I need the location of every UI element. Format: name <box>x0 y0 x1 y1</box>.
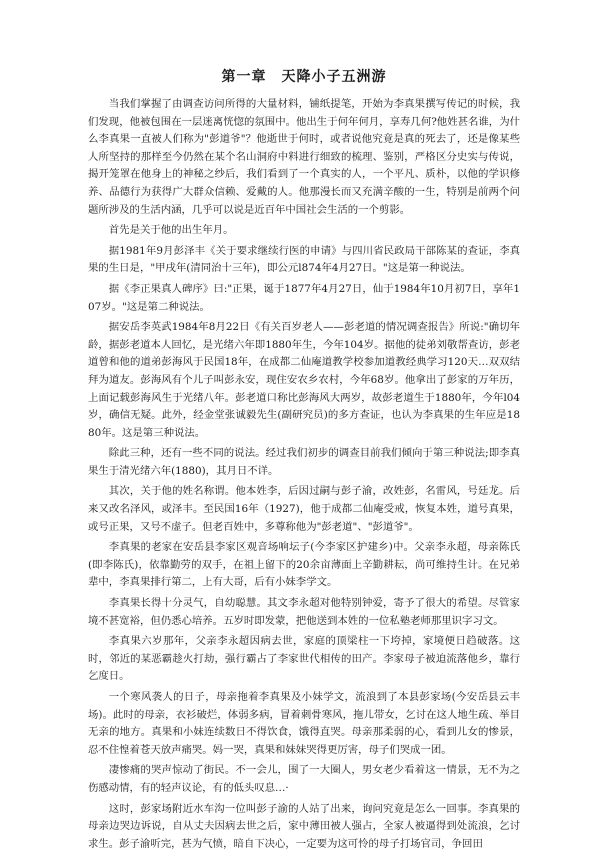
paragraph: 据《李正果真人碑序》曰:"正果，诞于1877年4月27日，仙于1984年10月初7日，享年107岁。"这是第二种说法。 <box>88 282 520 313</box>
paragraph: 据1981年9月彭泽丰《关于要求继续行医的申请》与四川省民政局干部陈某的查证，李真果的生日是，"甲戌年(清同治十三年)，即公元l874年4月27日。"这是第一种说法。 <box>88 244 520 275</box>
paragraph: 据安岳李英武1984年8月22日《有关百岁老人——彭老道的情况调查报告》所说:"确切年龄，据彭老道本人回忆，是光绪六年即1880年生，今年104岁。据他的徒弟刘敬帮查访，彭老道曾和他的道弟彭海风于民国18年，在成都二仙庵道教学校参加道教经典学习120天…双双结拜为道友。彭海风有个儿子叫彭永安，现住安农乡农村，今年68岁。他拿出了彭家的万年历，上面记载彭海风生于光绪八年。彭老道口称比彭海风大两岁，故彭老道生于1880年，今年l04岁，确信无疑。此外，经金堂张诚毅先生(副研究员)的多方查证，也认为李真果的生年应是1880年。这是第三种说法。 <box>88 321 520 439</box>
paragraph: 李真果六岁那年，父亲李永超因病去世，家庭的顶梁柱一下垮掉，家境便日趋破落。这时，邻近的某恶霸趁火打劫，强行霸占了李家世代相传的田产。李家母子被迫流落他乡，靠行乞度日。 <box>88 635 520 683</box>
paragraph: 首先是关于他的出生年月。 <box>108 224 234 237</box>
paragraph: 这时，彭家场附近水车沟一位叫彭子渝的人站了出来，询问究竟是怎么一回事。李真果的母亲边哭边诉说，自从丈夫因病去世之后，家中薄田被人强占，全家人被逼得到处流浪，乞讨求生。彭子渝听完，甚为气愤，暗自下决心，一定要为这可怜的母子打场官司，争回田 <box>88 802 520 850</box>
document-page <box>88 68 520 856</box>
paragraph: 其次，关于他的姓名称谓。他本姓李，后因过嗣与彭子渝，改姓彭，名雷风，号廷龙。后来又改名泽风，或泽丰。至民国16年（1927)，他于成都二仙庵受戒，恢复本姓，道号真果，或号正果，又号不虚子。但老百姓中，多尊称他为"彭老道"、"彭道爷"。 <box>88 485 520 533</box>
paragraph: 除此三种，还有一些不同的说法。经过我们初步的调查目前我们倾向于第三种说法;即李真果生于清光绪六年(1880)，其月日不详。 <box>88 447 520 477</box>
paragraph: 李真果的老家在安岳县李家区观音场响坛子(今李家区护建乡)中。父亲李永超，母亲陈氏(即李陈氏)，依靠勤劳的双手，在祖上留下的20余亩薄面上辛勤耕耘，尚可维持生计。在兄弟辈中，李真果排行第二，上有大哥，后有小妹李学文。 <box>88 541 520 589</box>
chapter-title: 第一章 天降小子五洲游 <box>221 69 387 85</box>
paragraph: 凄惨痛的哭声惊动了街民。不一会儿，围了一大圈人，男女老少看着这一情景，无不为之伤感动情，有的轻声议论，有的低头叹息…· <box>88 764 520 794</box>
paragraph: 李真果长得十分灵气，自幼聪慧。其文李永超对他特别钟爱，寄予了很大的希望。尽管家境不甚宽裕，但仍悉心培养。五岁时即发蒙，把他送到本姓的一位私塾老师那里识字习文。 <box>88 597 520 627</box>
paragraph: 当我们掌握了由调查访问所得的大量材料，铺纸提笔，开始为李真果撰写传记的时候，我们发现，他被包围在一层迷离恍惚的氛围中。他出生于何年何月，享寿几何?他姓甚名谁，为什么李真果一直被人们称为"彭道爷"？他逝世于何时，或者说他究竟是真的死去了，还是像某些人所坚持的那样至今仍然在某个名山洞府中料进行细致的梳理、鉴别，严格区分史实与传说，揭开笼罩在他身上的神秘之纱后，我们看到了一个真实的人，一个平凡、质朴，以他的学识修养、品德行为获得广大群众信赖、爱戴的人。他那漫长而又充满辛酸的一生，特别是前两个问题所涉及的生活内涵，几乎可以说是近百年中国社会生活的一个剪影。 <box>88 98 520 216</box>
paragraph: 一个寒风袭人的日子，母亲拖着李真果及小妹学文，流浪到了本县彭家场(今安岳县云丰场)。此时的母亲，衣衫破烂，体弱多病，冒着刺骨寒风，拖儿带女，乞讨在这人地生疏、举目无亲的地方。真果和小妹连续数日不得饮食，饿得直哭。母亲那柔弱的心，看到儿女的惨景，忍不住惶着苍天放声痛哭。妈一哭，真果和妹妹哭得更厉害，母子们哭成一团。 <box>88 691 520 756</box>
